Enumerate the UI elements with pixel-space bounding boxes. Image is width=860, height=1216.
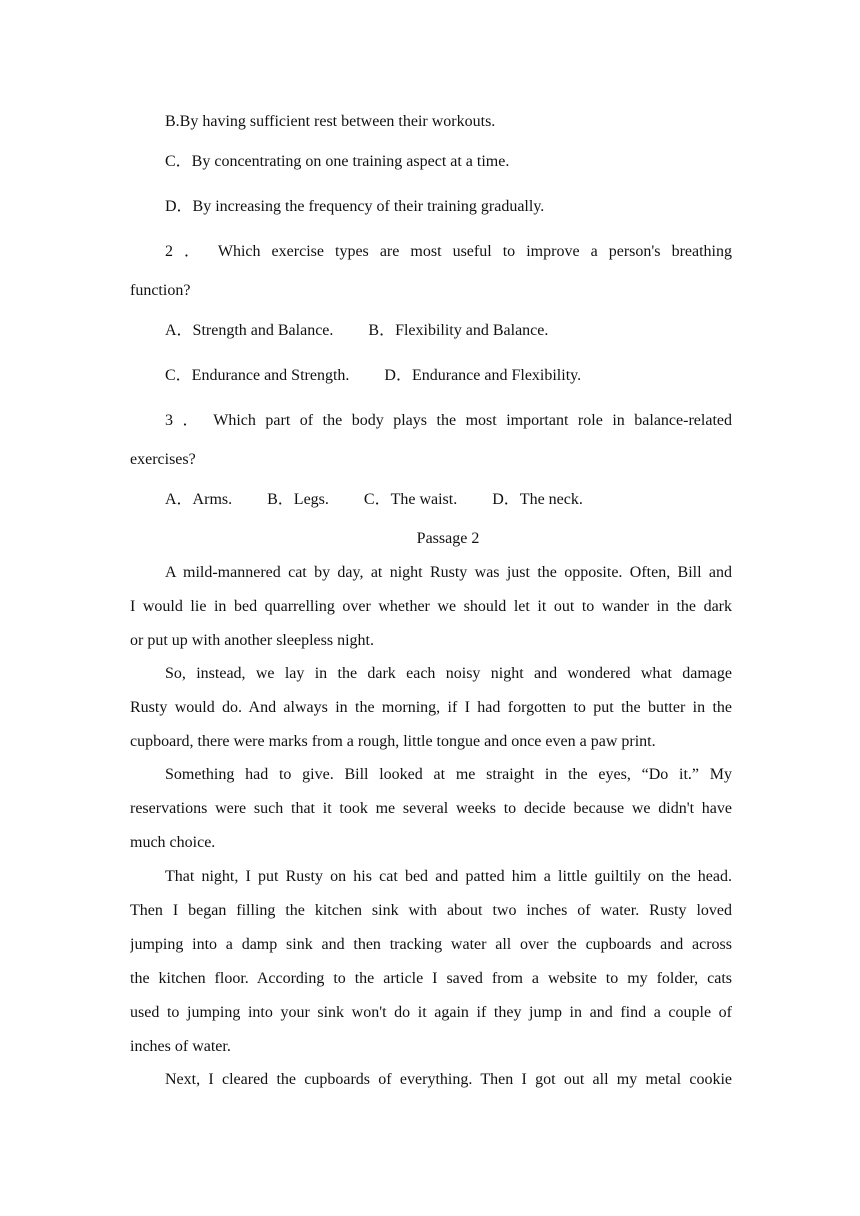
passage-line: cupboard, there were marks from a rough, little tongue and once even a paw print. [130, 733, 656, 750]
passage-line: the kitchen floor. According to the article I saved from a website to my folder, cats [130, 970, 732, 987]
q2-option-c: C．Endurance and Strength. [165, 367, 350, 384]
q3-option-b: B．Legs. [267, 491, 329, 508]
q1-option-d: D．By increasing the frequency of their training gradually. [165, 198, 545, 215]
passage-line: A mild-mannered cat by day, at night Rusty was just the opposite. Often, Bill and [165, 564, 732, 581]
passage-line: So, instead, we lay in the dark each noisy night and wondered what damage [165, 665, 732, 682]
q3-option-d: D．The neck. [492, 491, 583, 508]
passage-line: much choice. [130, 834, 216, 851]
passage-line: Next, I cleared the cupboards of everything. Then I got out all my metal cookie [165, 1071, 732, 1088]
q3-stem-line2: exercises? [130, 451, 196, 468]
q1-option-c: C．By concentrating on one training aspect at a time. [165, 153, 510, 170]
q2-option-d: D．Endurance and Flexibility. [384, 367, 582, 384]
q2-stem-line1: 2 ． Which exercise types are most useful to improve a person's breathing [165, 243, 732, 260]
q3-option-a: A．Arms. [165, 491, 233, 508]
passage-line: Rusty would do. And always in the morning, if I had forgotten to put the butter in the [130, 699, 732, 716]
q2-stem-line2: function? [130, 282, 191, 299]
q3-options-row [165, 490, 583, 510]
passage-line: I would lie in bed quarrelling over whether we should let it out to wander in the dark [130, 598, 732, 615]
q1-option-b: B.By having sufficient rest between their workouts. [165, 113, 496, 130]
passage-line: inches of water. [130, 1038, 231, 1055]
passage-line: jumping into a damp sink and then tracking water all over the cupboards and across [130, 936, 732, 953]
q3-option-c: C．The waist. [363, 491, 458, 508]
q2-option-a: A．Strength and Balance. [165, 322, 334, 339]
passage-heading: Passage 2 [416, 530, 480, 547]
q2-options-row1 [165, 321, 548, 341]
passage-line: reservations were such that it took me several weeks to decide because we didn't have [130, 800, 732, 817]
passage-line: Then I began filling the kitchen sink with about two inches of water. Rusty loved [130, 902, 732, 919]
passage-line: Something had to give. Bill looked at me straight in the eyes, “Do it.” My [165, 766, 732, 783]
passage-line: That night, I put Rusty on his cat bed and patted him a little guiltily on the head. [165, 868, 732, 885]
q2-option-b: B．Flexibility and Balance. [368, 322, 549, 339]
passage-line: used to jumping into your sink won't do it again if they jump in and find a couple of [130, 1004, 732, 1021]
q2-options-row2 [165, 366, 581, 386]
passage-line: or put up with another sleepless night. [130, 632, 374, 649]
q3-stem-line1: 3 ． Which part of the body plays the most important role in balance-related [165, 412, 732, 429]
